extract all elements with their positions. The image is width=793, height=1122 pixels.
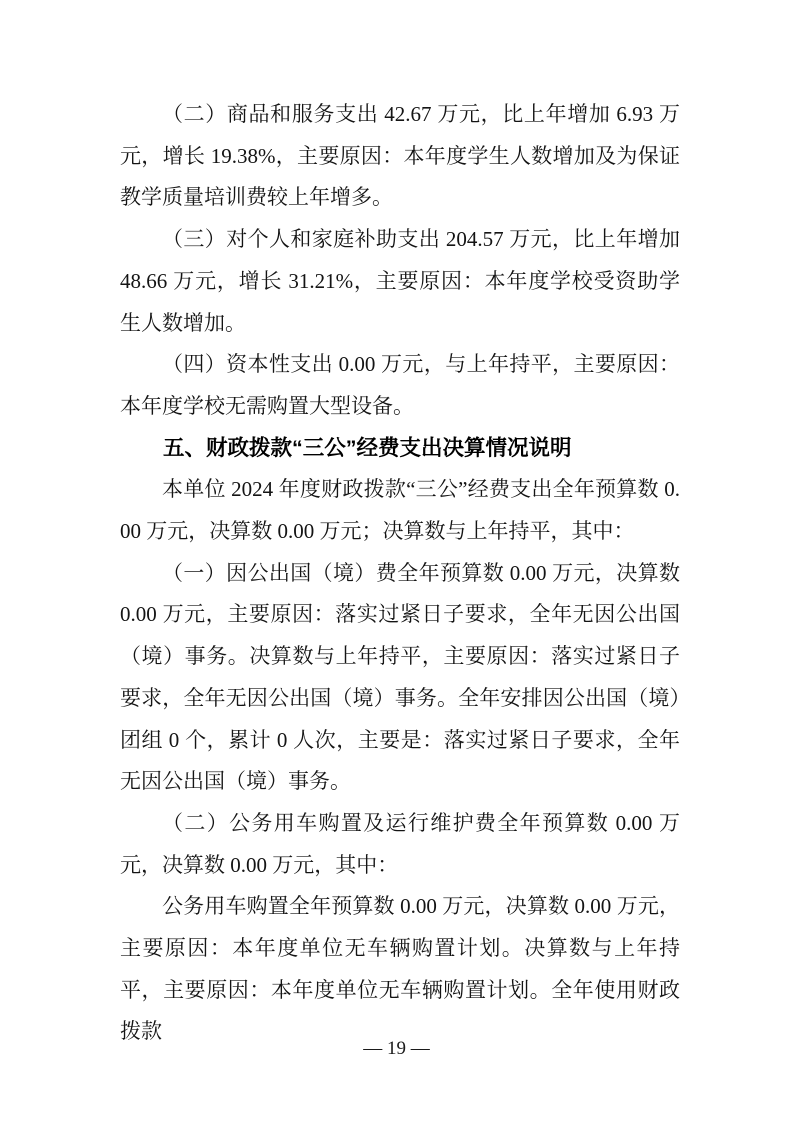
paragraph-overseas-trips-expense: （一）因公出国（境）费全年预算数 0.00 万元，决算数 0.00 万元，主要原因：落实过紧日子要求，全年无因公出国（境）事务。决算数与上年持平，主要原因：落实过紧日子要求，全年无因公出国（境）事务。全年安排因公出国（境）团组 0 个，累计 0 人次，主要是：落实过紧日子要求，全年无因公出国（境）事务。 <box>120 560 680 794</box>
paragraph-goods-services-expenditure: （二）商品和服务支出 42.67 万元，比上年增加 6.93 万元，增长 19.38%，主要原因：本年度学生人数增加及为保证教学质量培训费较上年增多。 <box>120 102 680 210</box>
page-number: — 19 — <box>363 1038 430 1059</box>
paragraph-official-vehicle-expense: （二）公务用车购置及运行维护费全年预算数 0.00 万元，决算数 0.00 万元，其中： <box>120 810 680 877</box>
paragraph-capital-expenditure: （四）资本性支出 0.00 万元，与上年持平，主要原因：本年度学校无需购置大型设备。 <box>120 352 680 418</box>
page-content <box>120 94 680 1053</box>
section-heading-three-public-funds: 五、财政拨款“三公”经费支出决算情况说明 <box>163 435 572 460</box>
paragraph-vehicle-purchase-detail: 公务用车购置全年预算数 0.00 万元，决算数 0.00 万元，主要原因：本年度单位无车辆购置计划。决算数与上年持平，主要原因：本年度单位无车辆购置计划。全年使用财政拨款 <box>120 894 680 1044</box>
paragraph-individual-family-subsidy: （三）对个人和家庭补助支出 204.57 万元，比上年增加 48.66 万元，增长 31.21%，主要原因：本年度学校受资助学生人数增加。 <box>120 227 680 335</box>
paragraph-three-public-funds-overview: 本单位 2024 年度财政拨款“三公”经费支出全年预算数 0.00 万元，决算数 0.00 万元；决算数与上年持平，其中： <box>120 477 680 544</box>
